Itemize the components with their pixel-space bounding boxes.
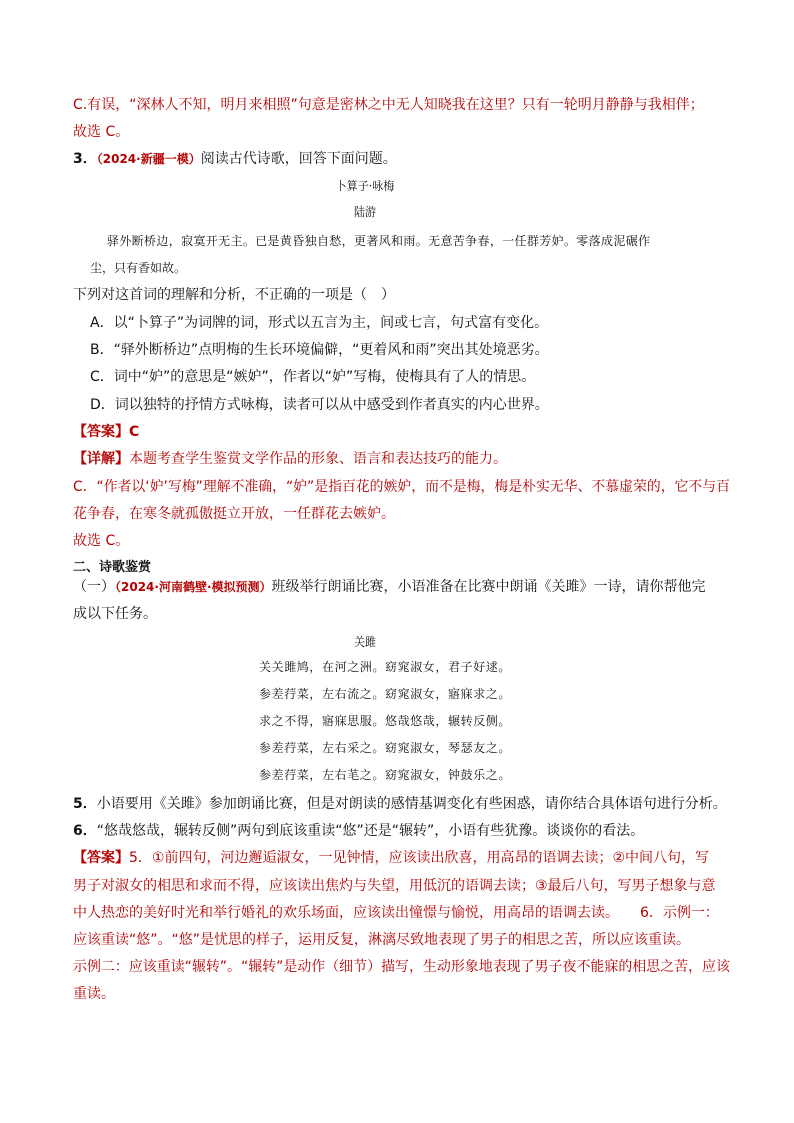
section-intro-text: 班级举行朗诵比赛，小语准备在比赛中朗诵《关雎》一诗，请你帮他完 bbox=[271, 579, 706, 595]
q3-option-b: B．“驿外断桥边”点明梅的生长环境偏僻，“更着风和雨”突出其处境恶劣。 bbox=[90, 342, 549, 358]
q3-option-d: D．词以独特的抒情方式咏梅，读者可以从中感受到作者真实的内心世界。 bbox=[90, 397, 549, 413]
q3-poem-author: 陆游 bbox=[353, 205, 377, 219]
q6-text: “悠哉悠哉，辗转反侧”两句到底该重读“悠”还是“辗转”，小语有些犹豫。谈谈你的看法。 bbox=[96, 823, 645, 839]
q3-answer bbox=[73, 422, 139, 442]
q2-choose: 故选 C。 bbox=[73, 124, 130, 140]
section-answer-line-4: 应该重读“悠”。“悠”是忧思的样子，运用反复，淋漓尽致地表现了男子的相思之苦，所以应该重读。 bbox=[73, 932, 691, 948]
q3-option-a: A．以“卜算子”为词牌的词，形式以五言为主，间或七言，句式富有变化。 bbox=[90, 315, 549, 331]
q3-option-c: C．词中“妒”的意思是“嫉妒”，作者以“妒”写梅，使梅具有了人的情思。 bbox=[90, 369, 536, 385]
q3-poem-line-2: 尘，只有香如故。 bbox=[90, 261, 187, 275]
q3-choose: 故选 C。 bbox=[73, 533, 130, 549]
q3-answer-value: C bbox=[129, 424, 140, 440]
q5-text: 小语要用《关雎》参加朗诵比赛，但是对朗读的感情基调变化有些困惑，请你结合具体语句进行分析。 bbox=[96, 796, 727, 812]
guanju-line-3: 求之不得，寤寐思服。悠哉悠哉，辗转反侧。 bbox=[259, 714, 512, 728]
q3-analysis-line-1: C．“作者以‘妒’写梅”理解不准确，“妒”是指百花的嫉妒，而不是梅，梅是朴实无华、不慕虚荣的，它不与百 bbox=[73, 479, 730, 495]
guanju-line-2: 参差荇菜，左右流之。窈窕淑女，寤寐求之。 bbox=[259, 687, 512, 701]
q3-number: 3． bbox=[73, 151, 97, 167]
q5-number: 5． bbox=[73, 796, 97, 812]
section-intro-line-2: 成以下任务。 bbox=[73, 606, 157, 622]
section-answer-text-1: 5．①前四句，河边邂逅淑女，一见钟情，应该读出欣喜，用高昂的语调去读；②中间八句，写 bbox=[129, 850, 710, 866]
section-intro-prefix: （一） bbox=[73, 579, 115, 595]
guanju-line-4: 参差荇菜，左右采之。窈窕淑女，琴瑟友之。 bbox=[259, 741, 512, 755]
section-answer-line-3: 中人热恋的美好时光和举行婚礼的欢乐场面，应该读出憧憬与愉悦，用高昂的语调去读。 6．示例一： bbox=[73, 905, 719, 921]
section-answer-line-5: 示例二：应该重读“辗转”。“辗转”是动作（细节）描写，生动形象地表现了男子夜不能寐的相思之苦，应该 bbox=[73, 959, 730, 975]
q3-poem-line-1: 驿外断桥边，寂寞开无主。已是黄昏独自愁，更著风和雨。无意苦争春，一任群芳妒。零落成泥碾作 bbox=[107, 234, 651, 248]
section-intro-source: （2024·河南鹤壁·模拟预测） bbox=[115, 580, 272, 594]
guanju-line-5: 参差荇菜，左右芼之。窈窕淑女，钟鼓乐之。 bbox=[259, 768, 512, 782]
q3-analysis-line-2: 花争春，在寒冬就孤傲挺立开放，一任群花去嫉妒。 bbox=[73, 506, 395, 522]
q2-option-c-analysis: C.有误，“深林人不知，明月来相照”句意是密林之中无人知晓我在这里？只有一轮明月静静与我相伴； bbox=[73, 97, 704, 113]
q5 bbox=[73, 794, 727, 814]
q3-poem-title: 卜算子·咏梅 bbox=[335, 179, 395, 193]
q3-source: （2024·新疆一模） bbox=[96, 152, 201, 166]
section-heading: 二、诗歌鉴赏 bbox=[73, 560, 152, 575]
q3-detail-text: 本题考查学生鉴赏文学作品的形象、语言和表达技巧的能力。 bbox=[129, 451, 507, 467]
q6-number: 6． bbox=[73, 823, 97, 839]
section-answer-line-1 bbox=[73, 848, 709, 868]
q3-answer-tag: 【答案】 bbox=[73, 424, 129, 440]
q3-detail bbox=[73, 449, 507, 469]
q3-detail-tag: 【详解】 bbox=[73, 451, 129, 467]
q3-prompt: 阅读古代诗歌，回答下面问题。 bbox=[200, 151, 397, 167]
section-answer-line-2: 男子对淑女的相思和求而不得，应该读出焦灼与失望，用低沉的语调去读；③最后八句，写男子想象与意 bbox=[73, 878, 716, 894]
guanju-title: 关雎 bbox=[353, 635, 377, 649]
guanju-line-1: 关关雎鸠，在河之洲。窈窕淑女，君子好逑。 bbox=[259, 660, 512, 674]
section-intro-line-1 bbox=[73, 577, 706, 597]
q3-header bbox=[73, 149, 397, 169]
section-answer-tag: 【答案】 bbox=[73, 850, 129, 866]
section-answer-line-6: 重读。 bbox=[73, 986, 115, 1002]
q3-question: 下列对这首词的理解和分析，不正确的一项是（ ） bbox=[73, 287, 395, 303]
q6 bbox=[73, 821, 644, 841]
